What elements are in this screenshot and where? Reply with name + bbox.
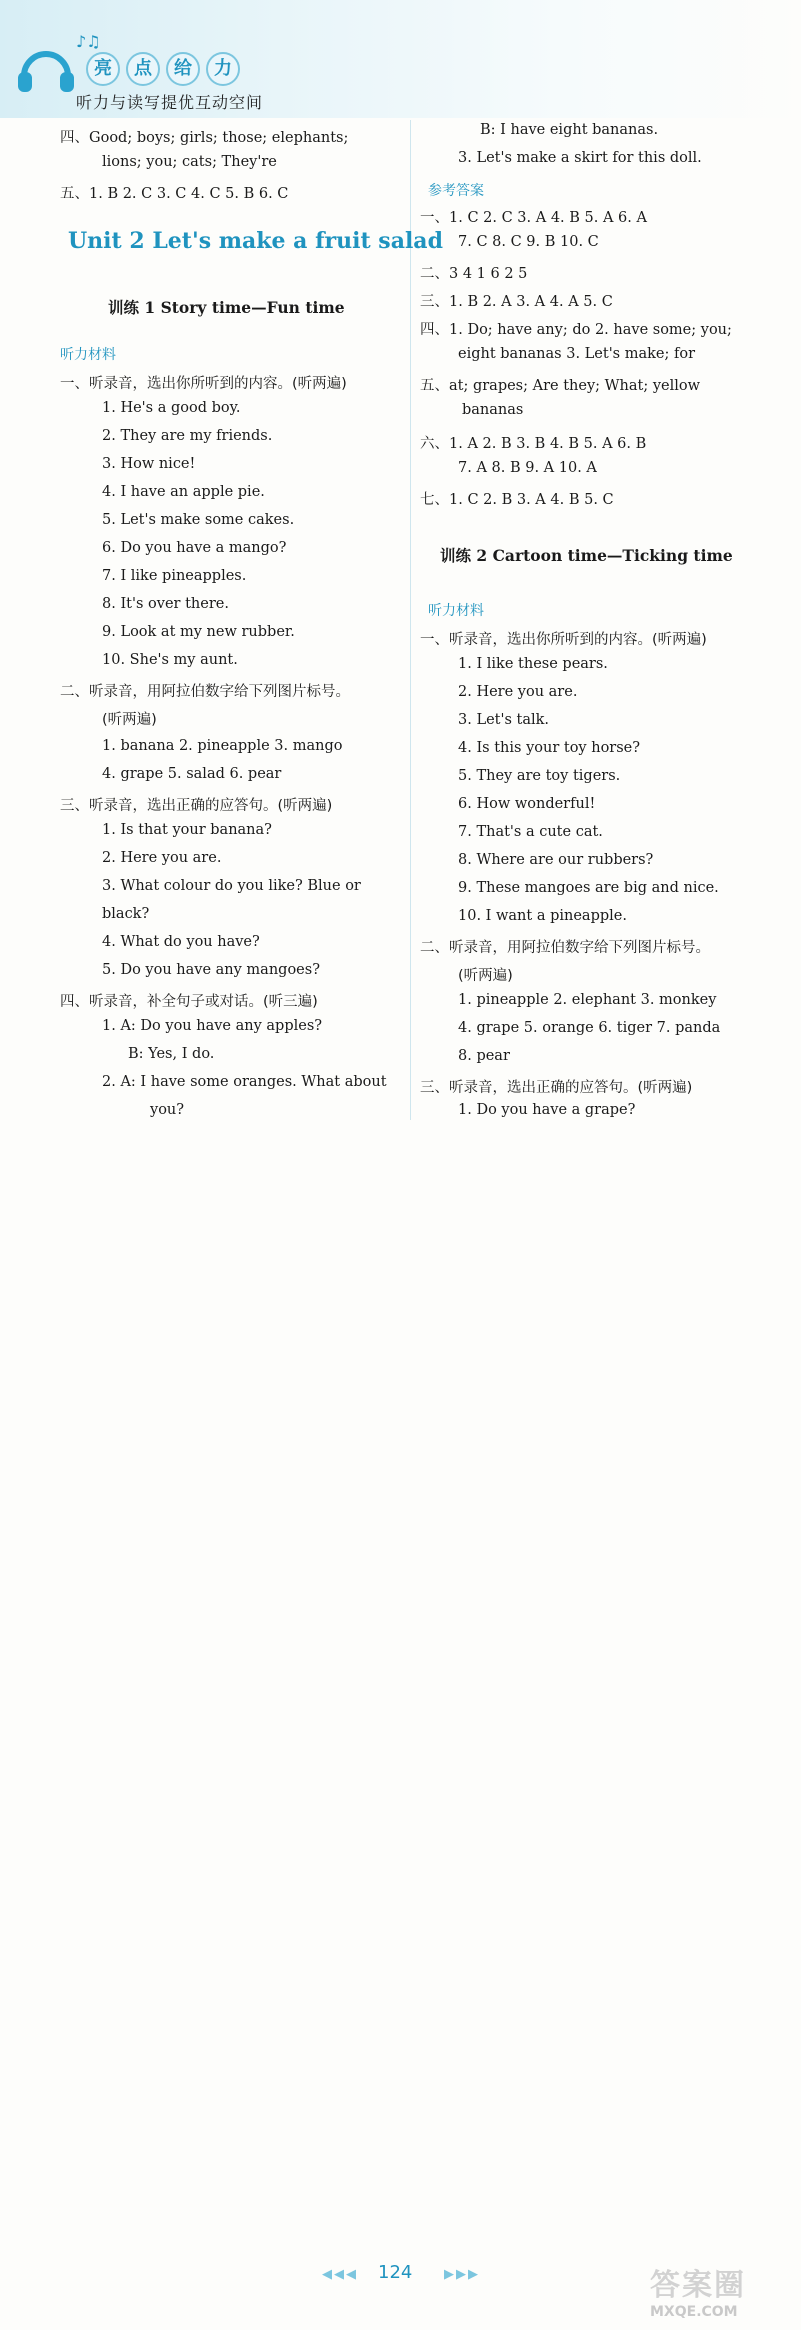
left-line: you? xyxy=(150,1102,185,1118)
left-line: 6. Do you have a mango? xyxy=(102,540,287,556)
right-line: 1. pineapple 2. elephant 3. monkey xyxy=(458,992,717,1008)
left-line: 1. He's a good boy. xyxy=(102,400,241,416)
right-line: 二、听录音，用阿拉伯数字给下列图片标号。 xyxy=(420,940,710,956)
right-line: bananas xyxy=(462,402,524,418)
left-line: 7. I like pineapples. xyxy=(102,568,247,584)
right-line: 6. How wonderful! xyxy=(458,796,596,812)
headphones-icon xyxy=(14,36,78,100)
brand-char: 亮 xyxy=(86,52,120,86)
left-line: 10. She's my aunt. xyxy=(102,652,238,668)
left-line: 二、听录音，用阿拉伯数字给下列图片标号。 xyxy=(60,684,350,700)
left-line: 5. Let's make some cakes. xyxy=(102,512,295,528)
left-line: 听力材料 xyxy=(60,347,116,363)
left-line: 9. Look at my new rubber. xyxy=(102,624,295,640)
brand-char: 给 xyxy=(166,52,200,86)
right-line: 三、1. B 2. A 3. A 4. A 5. C xyxy=(420,294,613,310)
right-line: 三、听录音，选出正确的应答句。(听两遍) xyxy=(420,1080,693,1096)
watermark-url: MXQE.COM xyxy=(650,2304,738,2320)
tagline: 听力与读写提优互动空间 xyxy=(76,93,264,112)
watermark xyxy=(650,2260,800,2330)
left-line: 1. A: Do you have any apples? xyxy=(102,1018,323,1034)
right-line: 1. I like these pears. xyxy=(458,656,608,672)
left-line: B: Yes, I do. xyxy=(128,1046,215,1062)
right-line: 3. Let's make a skirt for this doll. xyxy=(458,150,702,166)
left-line: 8. It's over there. xyxy=(102,596,229,612)
right-line: 参考答案 xyxy=(428,183,484,199)
left-line: 4. grape 5. salad 6. pear xyxy=(102,766,282,782)
right-line: 8. pear xyxy=(458,1048,510,1064)
brand-char: 力 xyxy=(206,52,240,86)
right-line: 一、听录音，选出你所听到的内容。(听两遍) xyxy=(420,632,707,648)
left-line: 四、听录音，补全句子或对话。(听三遍) xyxy=(60,994,318,1010)
right-line: 8. Where are our rubbers? xyxy=(458,852,654,868)
right-line: 训练 2 Cartoon time—Ticking time xyxy=(440,546,733,565)
left-line: 五、1. B 2. C 3. C 4. C 5. B 6. C xyxy=(60,186,289,202)
right-line: 3. Let's talk. xyxy=(458,712,550,728)
left-line: 1. Is that your banana? xyxy=(102,822,272,838)
right-line: 二、3 4 1 6 2 5 xyxy=(420,266,528,282)
left-line: 5. Do you have any mangoes? xyxy=(102,962,320,978)
right-line: 2. Here you are. xyxy=(458,684,578,700)
right-line: 听力材料 xyxy=(428,603,484,619)
right-line: 七、1. C 2. B 3. A 4. B 5. C xyxy=(420,492,614,508)
watermark-title: 答案圈 xyxy=(650,2268,746,2303)
right-line: 一、1. C 2. C 3. A 4. B 5. A 6. A xyxy=(420,210,647,226)
right-line: 六、1. A 2. B 3. B 4. B 5. A 6. B xyxy=(420,436,647,452)
right-line: 五、at; grapes; Are they; What; yellow xyxy=(420,378,701,394)
column-divider xyxy=(410,120,411,1120)
left-line: 4. I have an apple pie. xyxy=(102,484,265,500)
left-line: 一、听录音，选出你所听到的内容。(听两遍) xyxy=(60,376,347,392)
right-line: 4. grape 5. orange 6. tiger 7. panda xyxy=(458,1020,721,1036)
left-line: 2. A: I have some oranges. What about xyxy=(102,1074,387,1090)
next-arrows-icon: ▶▶▶ xyxy=(444,2267,480,2282)
left-line: 1. banana 2. pineapple 3. mango xyxy=(102,738,343,754)
left-line: 2. They are my friends. xyxy=(102,428,273,444)
left-line: 训练 1 Story time—Fun time xyxy=(108,298,345,317)
left-line: lions; you; cats; They're xyxy=(102,154,277,170)
right-line: 9. These mangoes are big and nice. xyxy=(458,880,719,896)
page-number: 124 xyxy=(378,2262,413,2283)
brand-char: 点 xyxy=(126,52,160,86)
right-line: 5. They are toy tigers. xyxy=(458,768,621,784)
left-line: (听两遍) xyxy=(102,712,157,728)
right-line: (听两遍) xyxy=(458,968,513,984)
left-line: 2. Here you are. xyxy=(102,850,222,866)
right-line: B: I have eight bananas. xyxy=(480,122,659,138)
left-line: 四、Good; boys; girls; those; elephants; xyxy=(60,130,349,146)
brand-title xyxy=(86,52,240,86)
right-line: eight bananas 3. Let's make; for xyxy=(458,346,696,362)
left-line: Unit 2 Let's make a fruit salad xyxy=(68,228,443,254)
right-line: 4. Is this your toy horse? xyxy=(458,740,641,756)
left-line: 三、听录音，选出正确的应答句。(听两遍) xyxy=(60,798,333,814)
left-line: 4. What do you have? xyxy=(102,934,260,950)
left-line: 3. What colour do you like? Blue or xyxy=(102,878,361,894)
music-notes-icon: ♪♫ xyxy=(76,32,101,51)
right-line: 7. That's a cute cat. xyxy=(458,824,603,840)
prev-arrows-icon: ◀◀◀ xyxy=(322,2267,358,2282)
right-line: 四、1. Do; have any; do 2. have some; you; xyxy=(420,322,732,338)
right-line: 10. I want a pineapple. xyxy=(458,908,627,924)
right-line: 1. Do you have a grape? xyxy=(458,1102,636,1118)
header-banner xyxy=(0,0,801,118)
left-line: black? xyxy=(102,906,150,922)
right-line: 7. A 8. B 9. A 10. A xyxy=(458,460,597,476)
right-line: 7. C 8. C 9. B 10. C xyxy=(458,234,599,250)
footer xyxy=(0,1130,801,2320)
left-line: 3. How nice! xyxy=(102,456,196,472)
